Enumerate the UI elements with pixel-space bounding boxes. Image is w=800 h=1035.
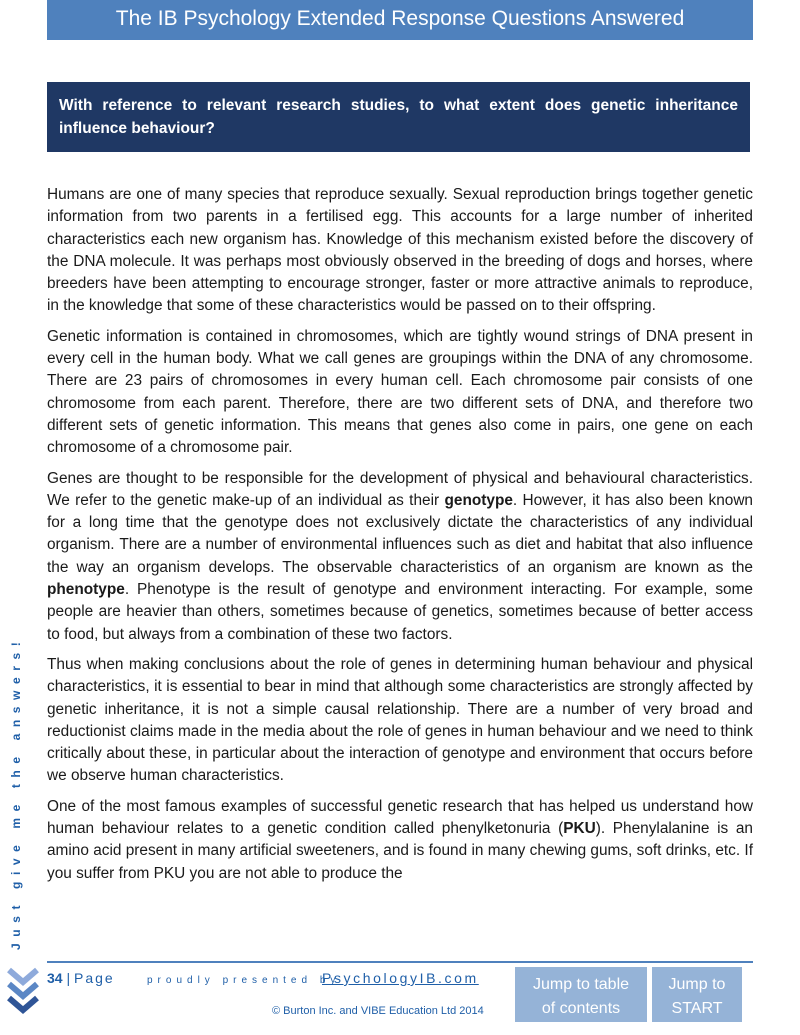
page-number: 34 (47, 970, 63, 986)
paragraph-2 (47, 326, 753, 460)
paragraph-text: Genes are thought to be responsible for the development of physical and behavioural characteristics. We refer to the genetic make-up of an individual as their (47, 469, 753, 509)
page-header (47, 0, 753, 40)
button-label: Jump to table (532, 976, 630, 993)
paragraph-4 (47, 654, 753, 788)
site-link[interactable]: PsychologyIB.com (322, 970, 479, 986)
page-separator: | (66, 970, 71, 986)
paragraph-text: . Phenotype is the result of genotype and environment interacting. For example, some people are heavier than others, sometimes because of genetics, sometimes because of better access to food, but always from a combination of these two factors. (47, 581, 753, 643)
question-text: With reference to relevant research studies, to what extent does genetic inheritance influence behaviour? (59, 97, 738, 137)
button-label: START (671, 1000, 723, 1017)
term-genotype: genotype (444, 491, 513, 509)
copyright-notice: © Burton Inc. and VIBE Education Ltd 2014 (272, 1005, 484, 1017)
page-number-label (47, 970, 115, 986)
paragraph-1 (47, 184, 753, 318)
paragraph-3 (47, 468, 753, 646)
jump-to-start-button[interactable] (652, 967, 742, 1022)
presented-by-label: proudly presented by (147, 975, 341, 986)
paragraph-text: Thus when making conclusions about the role of genes in determining human behaviour and physical characteristics, it is essential to bear in mind that although some characteristics are strongly affected by genetic inheritance, it is not a simple causal relationship. There are a number of very broad and reductionist claims made in the media about the role of genes in human behaviour and we need to think critically about these, in particular about the interaction of genotype and environment that occurs before we observe human characteristics. (47, 655, 753, 785)
paragraph-text: Genetic information is contained in chromosomes, which are tightly wound strings of DNA present in every cell in the human body. What we call genes are groupings within the DNA of any chromosome. There are 23 pairs of chromosomes in every human cell. Each chromosome pair consists of one chromosome from each parent. Therefore, there are two different sets of DNA, and therefore two different sets of genetic information. This means that genes also come in pairs, one gene on each chromosome of a chromosome pair. (47, 327, 753, 457)
article-body (47, 184, 753, 893)
question-box (47, 82, 750, 152)
term-pku: PKU (563, 820, 596, 838)
paragraph-text: ). Phenylalanine is an amino acid present in many artificial sweeteners, and is found in many chewing gums, soft drinks, etc. If you suffer from PKU you are not able to produce the (47, 820, 753, 882)
chevron-down-icon (6, 966, 40, 1018)
footer-divider (47, 961, 753, 963)
term-phenotype: phenotype (47, 581, 125, 599)
sidebar-tagline: Just give me the answers! (9, 635, 23, 950)
header-title: The IB Psychology Extended Response Questions Answered (115, 7, 685, 30)
paragraph-5 (47, 796, 753, 885)
paragraph-text: . However, it has also been known for a long time that the genotype does not exclusively dictate the characteristics of any individual organism. There are a number of environmental influences such as diet and habitat that also influence the way an organism develops. The observable characteristics of an organism are known as the (47, 491, 753, 576)
page-word: Page (74, 970, 115, 986)
jump-to-contents-button[interactable] (515, 967, 647, 1022)
button-label: Jump to (668, 976, 726, 993)
paragraph-text: One of the most famous examples of successful genetic research that has helped us understand how human behaviour relates to a genetic condition called phenylketonuria ( (47, 797, 753, 838)
paragraph-text: Humans are one of many species that reproduce sexually. Sexual reproduction brings together genetic information from two parents in a fertilised egg. This accounts for a large number of inherited characteristics each new organism has. Knowledge of this mechanism existed before the discovery of the DNA molecule. It was perhaps most obviously observed in the breeding of dogs and horses, where breeders have been attempting to encourage stronger, faster or more attractive animals to reproduce, in the knowledge that some of these characteristics would be passed on to their offspring. (47, 186, 753, 315)
button-label: of contents (541, 1000, 621, 1017)
